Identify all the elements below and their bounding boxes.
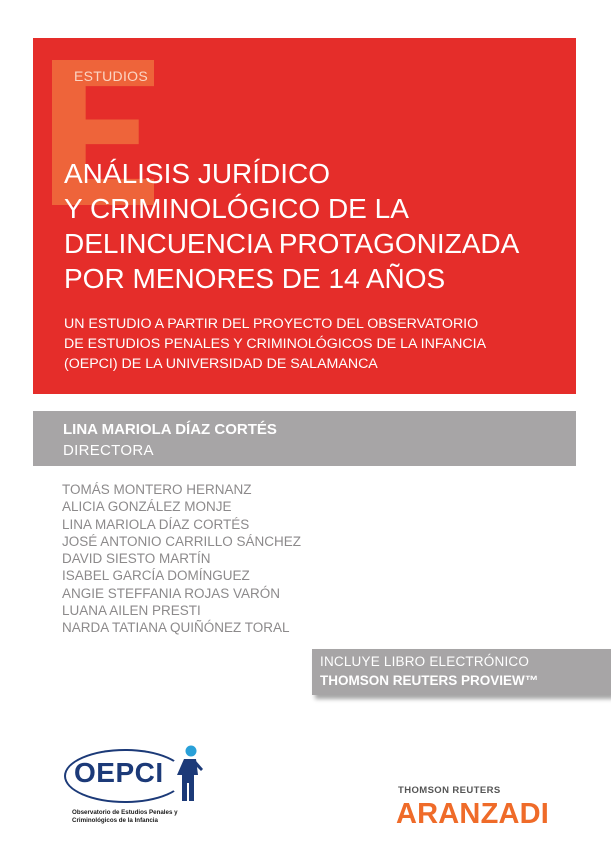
director-band xyxy=(33,411,576,466)
author-item: ALICIA GONZÁLEZ MONJE xyxy=(62,499,232,515)
logo-caption xyxy=(72,809,212,824)
author-item: NARDA TATIANA QUIÑÓNEZ TORAL xyxy=(62,620,290,636)
author-list xyxy=(62,481,301,637)
title-line: DELINCUENCIA PROTAGONIZADA xyxy=(64,228,520,259)
author-item: DAVID SIESTO MARTÍN xyxy=(62,551,211,567)
author-item: ISABEL GARCÍA DOMÍNGUEZ xyxy=(62,568,250,584)
subtitle-line: UN ESTUDIO A PARTIR DEL PROYECTO DEL OBSERVATORIO xyxy=(64,316,479,332)
book-subtitle xyxy=(64,314,569,374)
series-label: ESTUDIOS xyxy=(74,68,148,84)
logo-acronym: OEPCI xyxy=(74,757,164,788)
title-line: Y CRIMINOLÓGICO DE LA xyxy=(64,193,409,224)
logo-caption-line: Observatorio de Estudios Penales y xyxy=(72,809,178,816)
author-item: TOMÁS MONTERO HERNANZ xyxy=(62,482,252,497)
ebook-line-1: INCLUYE LIBRO ELECTRÓNICO xyxy=(320,654,530,669)
publisher-logo: ARANZADI xyxy=(396,798,550,830)
author-item: LUANA AILEN PRESTI xyxy=(62,603,201,619)
oepci-logo xyxy=(62,745,212,830)
director-name: LINA MARIOLA DÍAZ CORTÉS xyxy=(63,421,277,438)
author-item: ANGIE STEFFANIA ROJAS VARÓN xyxy=(62,585,281,601)
publisher-parent: THOMSON REUTERS xyxy=(398,785,501,796)
ebook-badge xyxy=(312,649,611,695)
title-line: ANÁLISIS JURÍDICO xyxy=(64,158,331,189)
child-figure-icon xyxy=(174,745,204,803)
subtitle-line: DE ESTUDIOS PENALES Y CRIMINOLÓGICOS DE LA INFANCIA xyxy=(64,336,487,352)
title-panel xyxy=(33,38,576,394)
subtitle-line: (OEPCI) DE LA UNIVERSIDAD DE SALAMANCA xyxy=(64,356,378,372)
book-title xyxy=(64,156,564,296)
ebook-line-2: THOMSON REUTERS PROVIEW™ xyxy=(320,673,539,688)
author-item: JOSÉ ANTONIO CARRILLO SÁNCHEZ xyxy=(62,533,302,549)
director-role: DIRECTORA xyxy=(63,442,154,459)
logo-caption-line: Criminológicos de la Infancia xyxy=(72,816,158,824)
title-line: POR MENORES DE 14 AÑOS xyxy=(64,263,446,294)
author-item: LINA MARIOLA DÍAZ CORTÉS xyxy=(62,516,250,532)
